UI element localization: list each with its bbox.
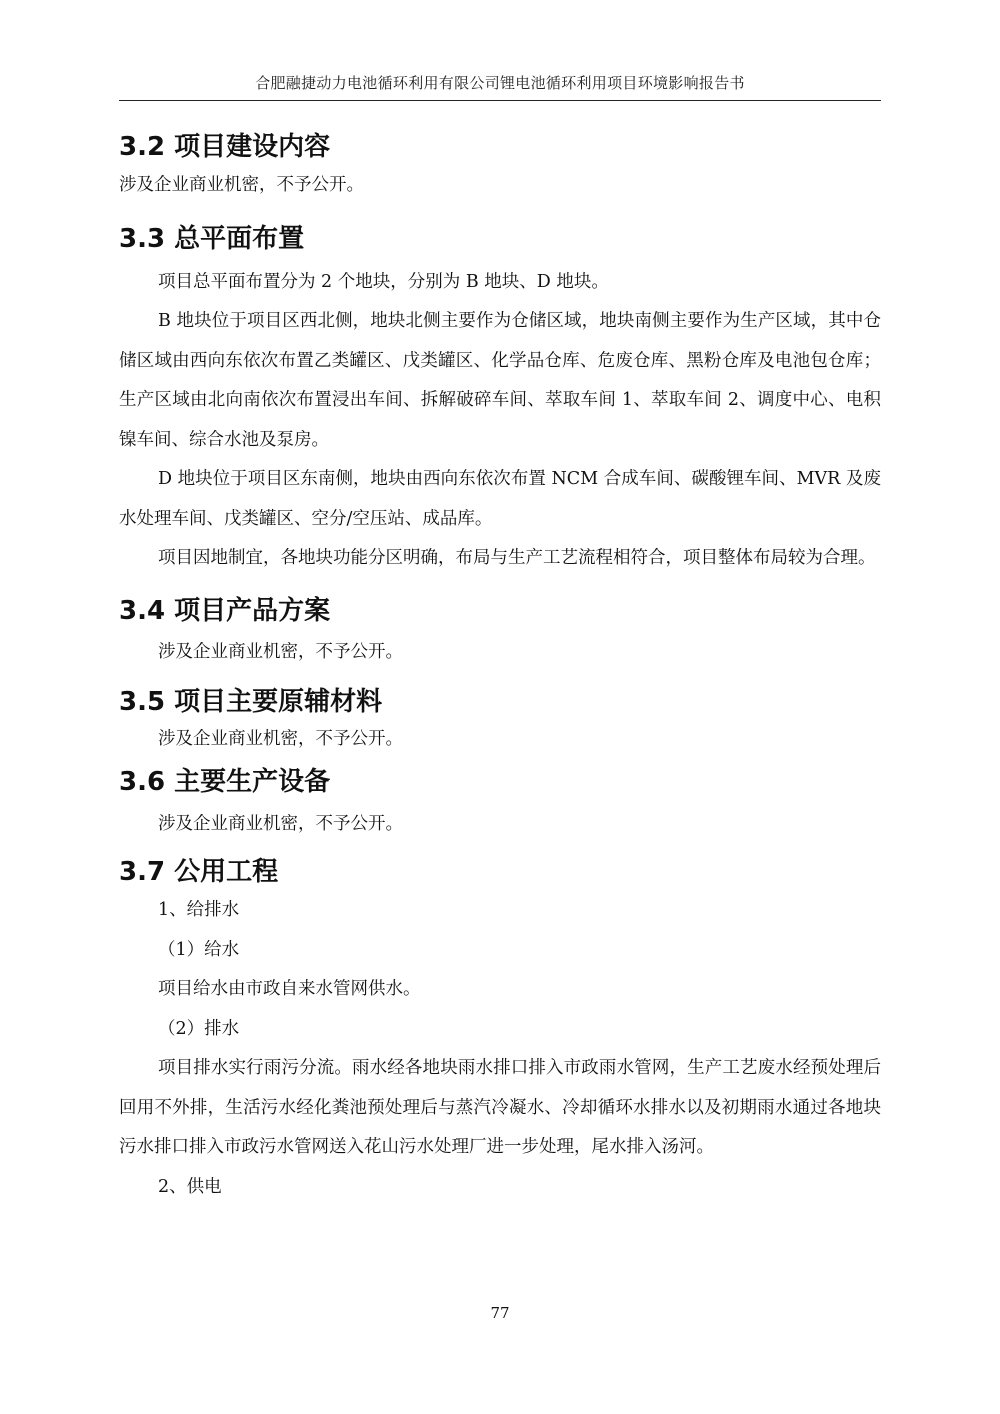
section-3-3-para-2: B 地块位于项目区西北侧，地块北侧主要作为仓储区域，地块南侧主要作为生产区域，其中仓储区域由西向东依次布置乙类罐区、戊类罐区、化学品仓库、危废仓库、黑粉仓库及电池包仓库；生产区域由北向南依次布置浸出车间、拆解破碎车间、萃取车间 1、萃取车间 2、调度中心、电积镍车间、综合水池及泵房。 [119, 311, 881, 450]
section-3-7-heading: 3.7 公用工程 [119, 857, 279, 887]
section-3-7-item-2: 2、供电 [158, 1176, 222, 1197]
section-3-6-text: 涉及企业商业机密，不予公开。 [158, 813, 403, 834]
section-3-3-heading: 3.3 总平面布置 [119, 223, 305, 254]
section-3-7-item-1: 1、给排水 [158, 900, 240, 920]
page-number: 77 [490, 1304, 510, 1322]
section-3-7-sub-1-text: 项目给水由市政自来水管网供水。 [158, 979, 421, 999]
section-3-3-para-3: D 地块位于项目区东南侧，地块由西向东依次布置 NCM 合成车间、碳酸锂车间、MVR 及废水处理车间、戊类罐区、空分/空压站、成品库。 [119, 469, 881, 529]
section-3-2-heading: 3.2 项目建设内容 [119, 132, 331, 162]
section-3-5-heading: 3.5 项目主要原辅材料 [119, 687, 383, 717]
section-3-7-sub-2: （2）排水 [158, 1018, 240, 1039]
section-3-3-para-4: 项目因地制宜，各地块功能分区明确，布局与生产工艺流程相符合，项目整体布局较为合理。 [158, 548, 876, 568]
section-3-7-sub-1: （1）给水 [158, 939, 240, 960]
section-3-4-text: 涉及企业商业机密，不予公开。 [158, 641, 403, 662]
section-3-7-sub-2-text: 项目排水实行雨污分流。雨水经各地块雨水排口排入市政雨水管网，生产工艺废水经预处理后回用不外排，生活污水经化粪池预处理后与蒸汽冷凝水、冷却循环水排水以及初期雨水通过各地块污水排口排入市政污水管网送入花山污水处理厂进一步处理，尾水排入汤河。 [119, 1058, 881, 1157]
section-3-6-heading: 3.6 主要生产设备 [119, 766, 331, 797]
section-3-3-para-1: 项目总平面布置分为 2 个地块，分别为 B 地块、D 地块。 [158, 271, 609, 292]
header-divider [119, 100, 881, 101]
section-3-5-text: 涉及企业商业机密，不予公开。 [158, 729, 403, 749]
section-3-2-text: 涉及企业商业机密，不予公开。 [119, 175, 364, 195]
running-header: 合肥融捷动力电池循环利用有限公司锂电池循环利用项目环境影响报告书 [255, 74, 745, 92]
section-3-4-heading: 3.4 项目产品方案 [119, 595, 331, 626]
page-body [119, 125, 881, 1207]
